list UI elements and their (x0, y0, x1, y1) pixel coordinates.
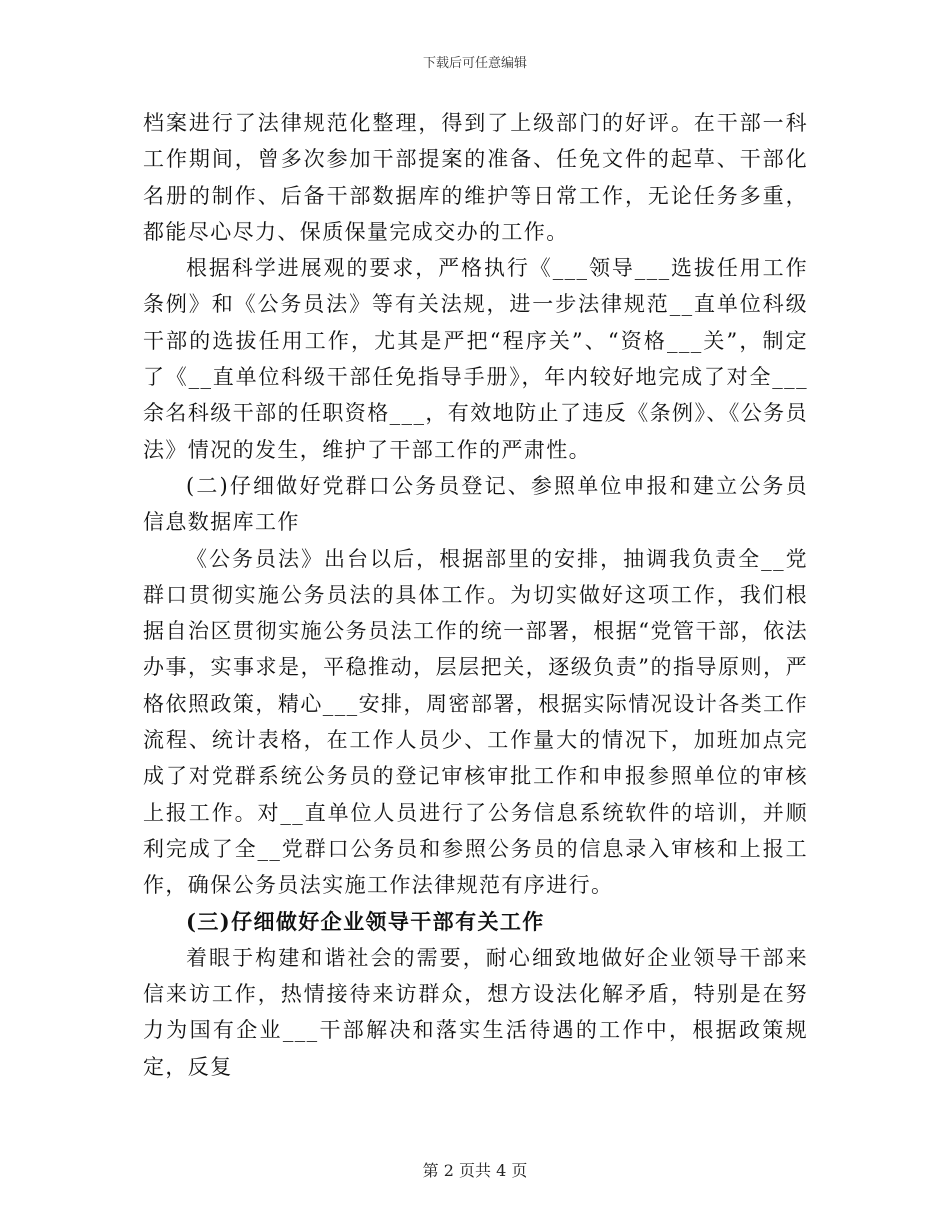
document-body (143, 105, 808, 1085)
paragraph-enterprise-leaders: 着眼于构建和谐社会的需要，耐心细致地做好企业领导干部来信来访工作，热情接待来访群众，想方设法化解矛盾，特别是在努力为国有企业___干部解决和落实生活待遇的工作中，根据政策规定，反复 (143, 945, 808, 1079)
paragraph-continuation: 档案进行了法律规范化整理，得到了上级部门的好评。在干部一科工作期间，曾多次参加干部提案的准备、任免文件的起草、干部化名册的制作、后备干部数据库的维护等日常工作，无论任务多重，都能尽心尽力、保质保量完成交办的工作。 (143, 111, 808, 244)
page-header: 下载后可任意编辑 (422, 56, 527, 71)
paragraph-selection-regulations: 根据科学进展观的要求，严格执行《___领导___选拔任用工作条例》和《公务员法》等有关法规，进一步法律规范__直单位科级干部的选拔任用工作，尤其是严把“程序关”、“资格___关”，制定了《__直单位科级干部任免指导手册》，年内较好地完成了对全___余名科级干部的任职资格___，有效地防止了违反《条例》、《公务员法》情况的发生，维护了干部工作的严肃性。 (143, 256, 808, 462)
section-heading-3: (三)仔细做好企业领导干部有关工作 (186, 908, 545, 934)
section-heading-2: (二)仔细做好党群口公务员登记、参照单位申报和建立公务员信息数据库工作 (143, 473, 808, 535)
page-number: 第 2 页共 4 页 (422, 1161, 528, 1180)
paragraph-civil-servant-law: 《公务员法》出台以后，根据部里的安排，抽调我负责全__党群口贯彻实施公务员法的具体工作。为切实做好这项工作，我们根据自治区贯彻实施公务员法工作的统一部署，根据“党管干部，依法办事，实事求是，平稳推动，层层把关，逐级负责”的指导原则，严格依照政策，精心___安排，周密部署，根据实际情况设计各类工作流程、统计表格，在工作人员少、工作量大的情况下，加班加点完成了对党群系统公务员的登记审核审批工作和申报参照单位的审核上报工作。对__直单位人员进行了公务信息系统软件的培训，并顺利完成了全__党群口公务员和参照公务员的信息录入审核和上报工作，确保公务员法实施工作法律规范有序进行。 (143, 546, 808, 898)
